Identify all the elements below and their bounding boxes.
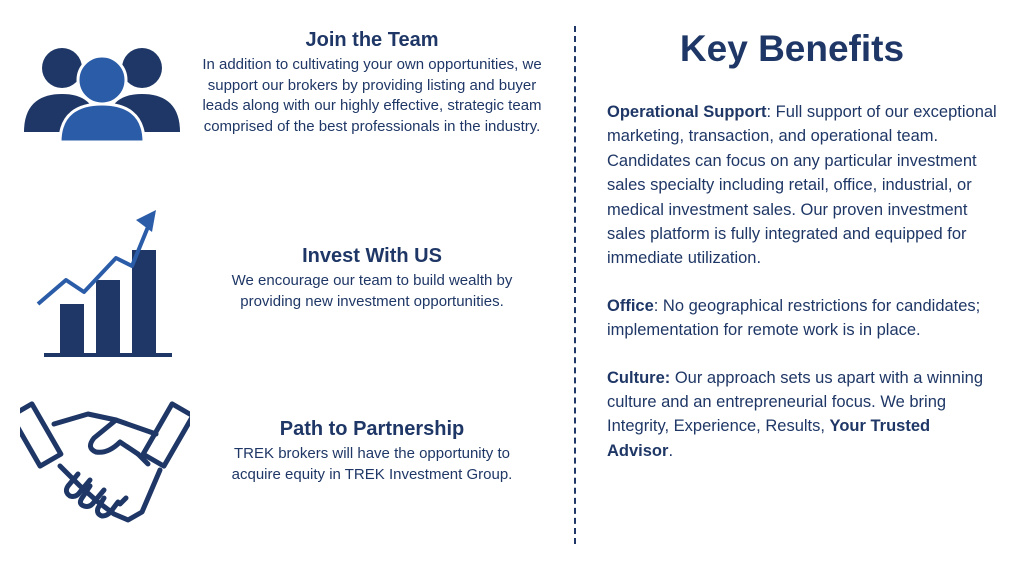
path-to-partnership-title: Path to Partnership [279, 418, 465, 440]
invest-with-us-section [202, 245, 542, 312]
operational-support-label: Operational Support [607, 103, 767, 121]
handshake-icon [20, 394, 190, 534]
office-text: : No geographical restrictions for candidates; implementation for remote work is in place. [607, 296, 981, 340]
culture-text: Our approach sets us apart with a winning culture and an entrepreneurial focus. We bring Integrity, Experience, Results, [607, 368, 984, 436]
culture-paragraph [607, 366, 997, 464]
dashed-divider [574, 26, 576, 544]
path-to-partnership-section [202, 418, 542, 485]
growth-chart-icon [32, 208, 172, 360]
key-benefits-section [607, 28, 997, 486]
join-the-team-text: In addition to cultivating your own opportunities, we support our brokers by providing listing and buyer leads along with our highly effective, strategic team comprised of the best professionals in the industry. [202, 56, 542, 135]
office-paragraph [607, 294, 997, 343]
invest-with-us-text: We encourage our team to build wealth by providing new investment opportunities. [231, 272, 513, 310]
culture-end: . [668, 441, 674, 460]
path-to-partnership-text: TREK brokers will have the opportunity to acquire equity in TREK Investment Group. [231, 445, 513, 483]
culture-emphasis: Your Trusted Advisor [607, 417, 931, 460]
join-the-team-section [202, 29, 542, 137]
key-benefits-title: Key Benefits [679, 28, 905, 69]
join-the-team-title: Join the Team [305, 29, 439, 51]
operational-support-paragraph [607, 100, 997, 271]
invest-with-us-title: Invest With US [302, 245, 442, 267]
team-people-icon [22, 44, 182, 144]
culture-label: Culture: [607, 368, 671, 387]
operational-support-text: : Full support of our exceptional marketing, transaction, and operational team. Candidates can focus on any particular investment sales specialty including retail, office, industrial, or medical investment sales. Our proven investment sales platform is fully integrated and equipped for immediate utilization. [607, 103, 997, 268]
office-label: Office [607, 296, 654, 315]
